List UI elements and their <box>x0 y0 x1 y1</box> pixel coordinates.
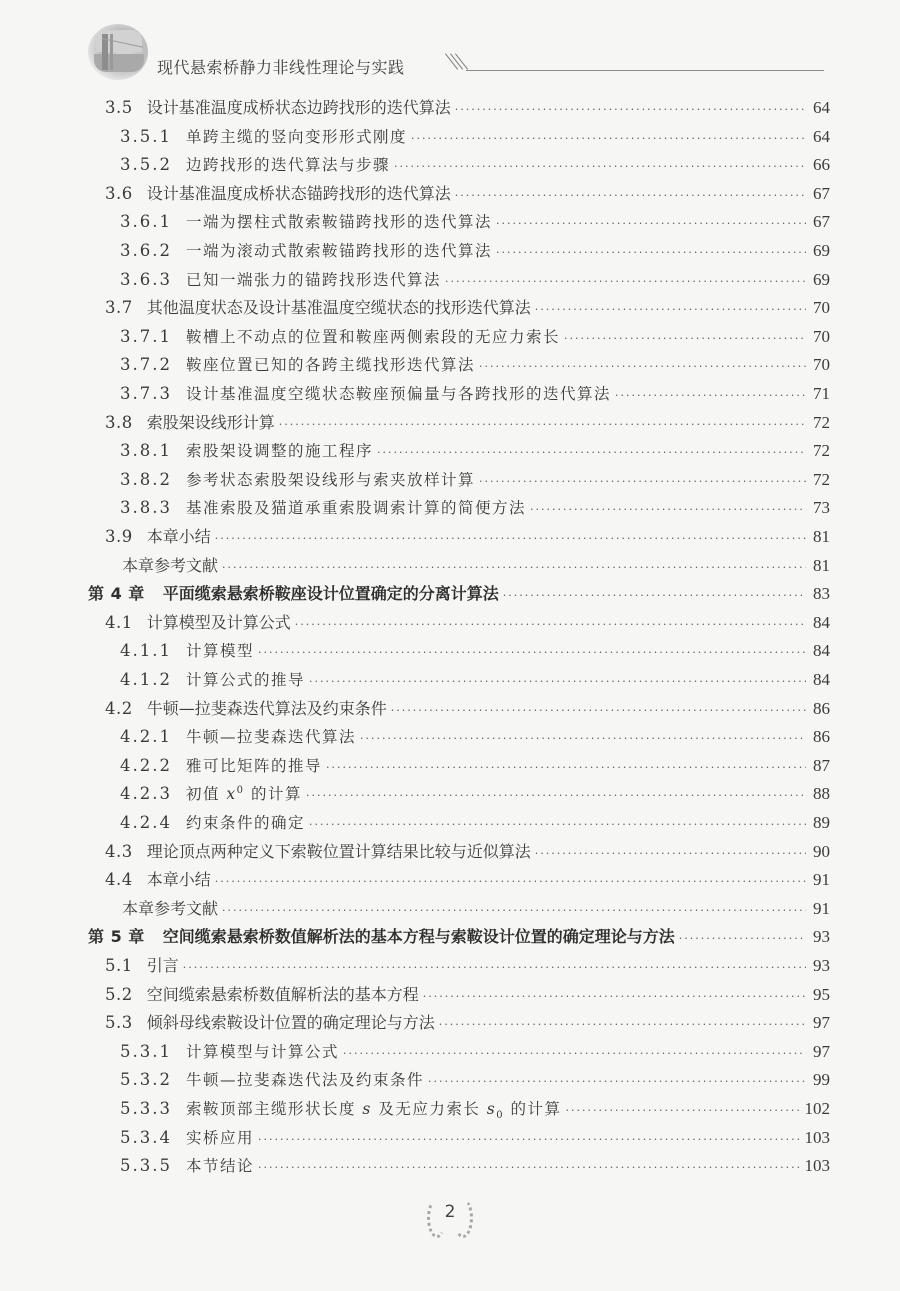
toc-entry[interactable] <box>120 1067 830 1093</box>
toc-entry-title: 一端为滚动式散索鞍锚跨找形的迭代算法 <box>185 242 492 260</box>
dot-leader <box>423 984 806 1010</box>
toc-entry[interactable] <box>105 867 830 893</box>
toc-entry-number: 3.8 <box>105 412 133 432</box>
toc-entry[interactable] <box>120 781 830 807</box>
toc-entry-number: 4.1.1 <box>120 641 172 661</box>
toc-entry-title: 索鞍顶部主缆形状长度 s 及无应力索长 $s_0$ 的计算 <box>185 1100 562 1122</box>
toc-entry-title: 牛顿—拉斐森迭代算法及约束条件 <box>146 698 387 718</box>
toc-entry-number: 3.8.1 <box>120 441 172 461</box>
toc-entry-title: 空间缆索悬索桥数值解析法的基本方程 <box>146 984 419 1004</box>
running-header <box>88 24 828 86</box>
page-number: 2 <box>444 1202 456 1222</box>
toc-chapter-entry[interactable] <box>88 581 830 607</box>
toc-entry[interactable] <box>120 667 830 693</box>
toc-page-number: 97 <box>813 1013 830 1033</box>
dot-leader <box>411 126 806 152</box>
toc-entry-title: 平面缆索悬索桥鞍座设计位置确定的分离计算法 <box>162 584 499 604</box>
toc-entry-title: 实桥应用 <box>185 1128 254 1147</box>
toc-entry-title: 计算模型与计算公式 <box>185 1042 339 1061</box>
toc-entry-number: 3.8.3 <box>120 498 172 518</box>
toc-page-number: 91 <box>813 870 830 890</box>
toc-entry-number: 3.6.1 <box>120 212 172 232</box>
toc-entry-title: 约束条件的确定 <box>185 814 305 832</box>
toc-entry-title: 索股架设调整的施工程序 <box>185 442 373 461</box>
toc-page-number: 72 <box>813 412 830 432</box>
dot-leader <box>503 583 806 609</box>
toc-entry[interactable] <box>105 181 830 207</box>
toc-entry[interactable] <box>120 238 830 264</box>
toc-page-number: 81 <box>813 527 830 546</box>
toc-page-number: 102 <box>804 1099 830 1118</box>
toc-page-number: 83 <box>813 584 830 604</box>
dot-leader <box>279 412 806 438</box>
toc-page-number: 67 <box>813 212 830 232</box>
toc-entry-number: 3.7.2 <box>120 355 172 375</box>
toc-page-number: 86 <box>813 698 830 718</box>
dot-leader <box>445 269 806 295</box>
toc-page-number: 72 <box>813 469 830 489</box>
toc-entry-title: 本章参考文献 <box>122 555 219 575</box>
toc-page-number: 89 <box>813 813 830 832</box>
toc-entry-number: 4.2.4 <box>120 813 172 832</box>
toc-entry[interactable] <box>122 553 830 579</box>
toc-entry-title: 牛顿—拉斐森迭代算法 <box>185 728 356 747</box>
dot-leader <box>309 669 806 695</box>
toc-entry[interactable] <box>105 982 830 1008</box>
dot-leader <box>222 555 806 581</box>
toc-page-number: 70 <box>813 355 830 375</box>
toc-page-number: 69 <box>813 241 830 260</box>
dot-leader <box>360 726 806 752</box>
toc-entry[interactable] <box>122 896 830 922</box>
toc-page-number: 93 <box>813 956 830 975</box>
toc-entry[interactable] <box>120 1096 830 1122</box>
toc-entry[interactable] <box>120 638 830 664</box>
toc-entry[interactable] <box>105 610 830 636</box>
toc-entry-title: 索股架设线形计算 <box>146 412 275 432</box>
toc-page-number: 88 <box>813 784 830 804</box>
toc-entry-number: 第 4 章 <box>88 584 145 604</box>
toc-entry[interactable] <box>120 209 830 235</box>
toc-page-number: 73 <box>813 498 830 518</box>
dot-leader <box>496 211 806 237</box>
dot-leader <box>306 783 806 809</box>
toc-entry-number: 5.3.4 <box>120 1127 172 1147</box>
triple-slash-ornament <box>443 54 465 74</box>
toc-entry-number: 3.6.2 <box>120 241 172 260</box>
toc-entry-number: 3.8.2 <box>120 469 172 489</box>
toc-entry[interactable] <box>105 295 830 321</box>
dot-leader <box>326 755 806 781</box>
toc-entry-number: 5.3.5 <box>120 1156 172 1176</box>
toc-entry-number: 3.6.3 <box>120 269 172 289</box>
toc-entry-number: 3.7 <box>105 298 133 318</box>
toc-entry-number: 4.3 <box>105 841 133 861</box>
toc-entry[interactable] <box>120 1125 830 1151</box>
dot-leader <box>615 383 806 409</box>
toc-entry[interactable] <box>120 1153 830 1179</box>
toc-entry-number: 5.3 <box>105 1013 133 1033</box>
dot-leader <box>295 612 806 638</box>
toc-page-number: 84 <box>813 670 830 689</box>
dot-leader <box>394 154 806 180</box>
toc-page-number: 70 <box>813 298 830 318</box>
toc-entry-number: 4.2.1 <box>120 727 172 747</box>
toc-entry-title: 初值 $x^0$ 的计算 <box>185 785 302 804</box>
toc-page-number: 71 <box>813 384 830 403</box>
toc-entry[interactable] <box>120 352 830 378</box>
dot-leader <box>439 1012 806 1038</box>
toc-entry[interactable] <box>120 810 830 836</box>
toc-entry[interactable] <box>120 152 830 178</box>
toc-entry-title: 理论顶点两种定义下索鞍位置计算结果比较与近似算法 <box>146 841 531 861</box>
toc-page-number: 90 <box>813 841 830 861</box>
toc-page-number: 87 <box>813 755 830 775</box>
dot-leader <box>215 869 806 895</box>
toc-entry-title: 空间缆索悬索桥数值解析法的基本方程与索鞍设计位置的确定理论与方法 <box>162 927 675 947</box>
toc-entry-title: 引言 <box>146 956 179 975</box>
toc-entry[interactable] <box>120 1039 830 1065</box>
dot-leader <box>455 97 806 123</box>
toc-entry-title: 设计基准温度成桥状态锚跨找形的迭代算法 <box>146 183 451 203</box>
toc-entry-title: 计算模型及计算公式 <box>146 612 291 632</box>
toc-entry[interactable] <box>105 696 830 722</box>
bridge-photo-logo <box>88 24 148 80</box>
toc-entry[interactable] <box>105 953 830 979</box>
toc-page-number: 93 <box>813 927 830 947</box>
toc-entry-title: 鞍座位置已知的各跨主缆找形迭代算法 <box>185 356 475 375</box>
toc-entry-title: 本章小结 <box>146 870 211 890</box>
toc-page-number: 103 <box>804 1127 830 1147</box>
dot-leader <box>679 926 806 952</box>
dot-leader <box>428 1069 806 1095</box>
toc-entry[interactable] <box>120 267 830 293</box>
toc-entry-number: 3.7.3 <box>120 384 172 403</box>
toc-entry-number: 4.2.2 <box>120 755 172 775</box>
toc-page-number: 70 <box>813 326 830 346</box>
toc-entry-title: 本节结论 <box>185 1157 254 1176</box>
toc-page-number: 95 <box>813 984 830 1004</box>
dot-leader <box>258 1155 799 1181</box>
toc-page-number: 81 <box>813 555 830 575</box>
dot-leader <box>455 183 806 209</box>
toc-entry-number: 4.2.3 <box>120 784 172 804</box>
toc-entry-title: 计算模型 <box>185 642 254 661</box>
dot-leader <box>183 955 806 981</box>
toc-entry-number: 3.5.1 <box>120 126 172 146</box>
page-footer <box>424 1196 476 1242</box>
dot-leader <box>535 297 806 323</box>
dot-leader <box>530 497 806 523</box>
toc-entry[interactable] <box>120 381 830 407</box>
toc-entry[interactable] <box>120 495 830 521</box>
dot-leader <box>496 240 806 266</box>
toc-page-number: 84 <box>813 641 830 661</box>
toc-page-number: 103 <box>804 1156 830 1176</box>
dot-leader <box>391 698 806 724</box>
toc-page-number: 91 <box>813 898 830 918</box>
toc-entry-number: 5.2 <box>105 984 133 1004</box>
toc-entry-number: 3.6 <box>105 183 133 203</box>
toc-page-number: 72 <box>813 441 830 461</box>
dot-leader <box>215 526 806 552</box>
dot-leader <box>343 1041 806 1067</box>
dot-leader <box>258 1127 799 1153</box>
toc-entry-title: 本章小结 <box>146 527 211 546</box>
toc-entry[interactable] <box>105 839 830 865</box>
dot-leader <box>564 326 806 352</box>
toc-page-number: 99 <box>813 1070 830 1090</box>
toc-entry-title: 参考状态索股架设线形与索夹放样计算 <box>185 470 475 489</box>
dot-leader <box>258 640 806 666</box>
toc-entry-title: 倾斜母线索鞍设计位置的确定理论与方法 <box>146 1013 435 1033</box>
dot-leader <box>566 1098 799 1124</box>
toc-entry[interactable] <box>120 467 830 493</box>
dot-leader <box>535 841 806 867</box>
toc-entry-title: 单跨主缆的竖向变形形式刚度 <box>185 127 407 146</box>
dot-leader <box>479 469 806 495</box>
toc-entry-number: 3.7.1 <box>120 326 172 346</box>
toc-page-number: 66 <box>813 155 830 175</box>
toc-entry-title: 已知一端张力的锚跨找形迭代算法 <box>185 270 441 289</box>
toc-page-number: 86 <box>813 727 830 747</box>
toc-entry[interactable] <box>120 124 830 150</box>
toc-entry[interactable] <box>120 724 830 750</box>
toc-entry-title: 其他温度状态及设计基准温度空缆状态的找形迭代算法 <box>146 298 531 318</box>
toc-entry-number: 3.5 <box>105 98 133 117</box>
dot-leader <box>222 898 806 924</box>
toc-page-number: 84 <box>813 612 830 632</box>
toc-entry-title: 边跨找形的迭代算法与步骤 <box>185 156 390 175</box>
toc-entry-title: 雅可比矩阵的推导 <box>185 756 322 775</box>
header-rule <box>466 70 824 71</box>
toc-entry-title: 设计基准温度成桥状态边跨找形的迭代算法 <box>146 98 451 117</box>
book-title: 现代悬索桥静力非线性理论与实践 <box>157 58 405 77</box>
toc-chapter-entry[interactable] <box>88 924 830 950</box>
toc-entry-title: 设计基准温度空缆状态鞍座预偏量与各跨找形的迭代算法 <box>185 385 611 403</box>
toc-entry-number: 第 5 章 <box>88 927 145 947</box>
toc-entry-number: 5.1 <box>105 956 133 975</box>
toc-entry-title: 一端为摆柱式散索鞍锚跨找形的迭代算法 <box>185 213 492 232</box>
toc-entry-number: 5.3.2 <box>120 1070 172 1090</box>
toc-entry-number: 4.4 <box>105 870 133 890</box>
dot-leader <box>309 812 806 838</box>
toc-entry[interactable] <box>105 410 830 436</box>
toc-entry-number: 4.1 <box>105 612 133 632</box>
toc-entry-title: 基准索股及猫道承重索股调索计算的简便方法 <box>185 499 526 518</box>
toc-entry[interactable] <box>105 524 830 550</box>
toc-entry-number: 5.3.1 <box>120 1041 172 1061</box>
toc-entry[interactable] <box>120 753 830 779</box>
toc-page-number: 67 <box>813 183 830 203</box>
toc-entry-number: 4.1.2 <box>120 670 172 689</box>
toc-entry[interactable] <box>105 95 830 121</box>
toc-page-number: 64 <box>813 98 830 117</box>
toc-entry[interactable] <box>105 1010 830 1036</box>
toc-entry[interactable] <box>120 438 830 464</box>
toc-entry[interactable] <box>120 324 830 350</box>
toc-entry-number: 3.9 <box>105 527 133 546</box>
toc-entry-number: 3.5.2 <box>120 155 172 175</box>
toc-entry-title: 鞍槽上不动点的位置和鞍座两侧索段的无应力索长 <box>185 327 560 346</box>
toc-page-number: 64 <box>813 126 830 146</box>
toc-page-number: 69 <box>813 269 830 289</box>
dot-leader <box>377 440 806 466</box>
toc-entry-number: 5.3.3 <box>120 1099 172 1118</box>
toc-page-number: 97 <box>813 1041 830 1061</box>
dot-leader <box>479 354 806 380</box>
toc-entry-title: 计算公式的推导 <box>185 671 305 689</box>
toc-entry-title: 牛顿—拉斐森迭代法及约束条件 <box>185 1071 424 1090</box>
toc-entry-title: 本章参考文献 <box>122 898 219 918</box>
toc-entry-number: 4.2 <box>105 698 133 718</box>
